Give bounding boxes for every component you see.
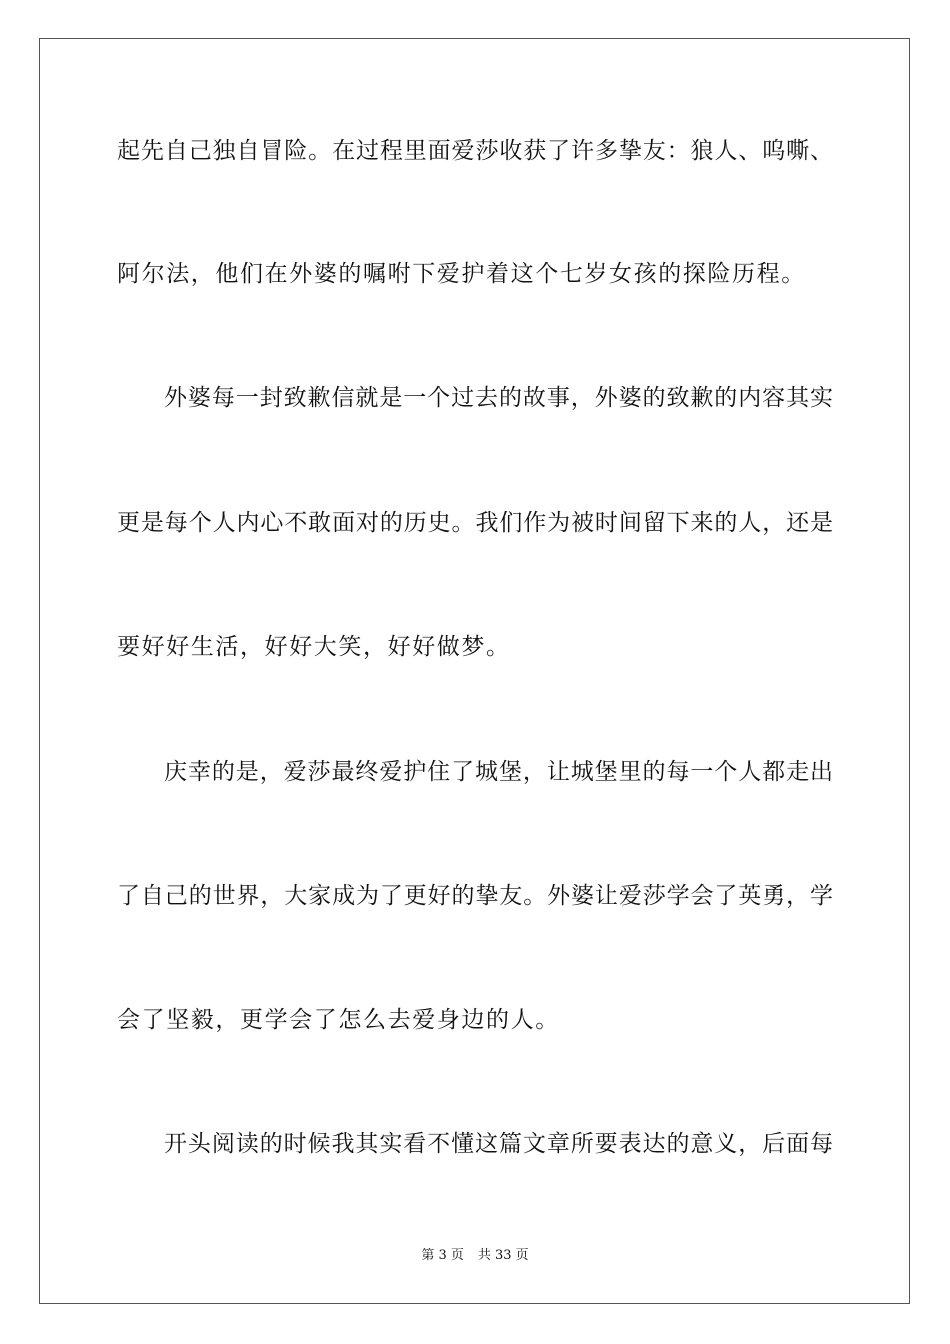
text-line-6: 庆幸的是，爱莎最终爱护住了城堡，让城堡里的每一个人都走出 [164,759,833,785]
page-number: 第 3 页 [421,1248,464,1263]
text-line-9: 开头阅读的时候我其实看不懂这篇文章所要表达的意义，后面每 [164,1131,833,1157]
text-line-8: 会了坚毅，更学会了怎么去爱身边的人。 [117,1007,560,1033]
text-line-2: 阿尔法，他们在外婆的嘱咐下爱护着这个七岁女孩的探险历程。 [117,261,806,287]
text-line-1: 起先自己独自冒险。在过程里面爱莎收获了许多挚友：狼人、呜嘶、 [117,138,833,164]
text-line-5: 要好好生活，好好大笑，好好做梦。 [117,634,511,660]
text-line-4: 更是每个人内心不敢面对的历史。我们作为被时间留下来的人，还是 [117,510,833,536]
page-footer [0,1247,950,1265]
text-line-7: 了自己的世界，大家成为了更好的挚友。外婆让爱莎学会了英勇，学 [117,883,833,909]
total-pages: 共 33 页 [477,1248,529,1263]
page-frame [39,38,910,1304]
text-line-3: 外婆每一封致歉信就是一个过去的故事，外婆的致歉的内容其实 [164,385,833,411]
